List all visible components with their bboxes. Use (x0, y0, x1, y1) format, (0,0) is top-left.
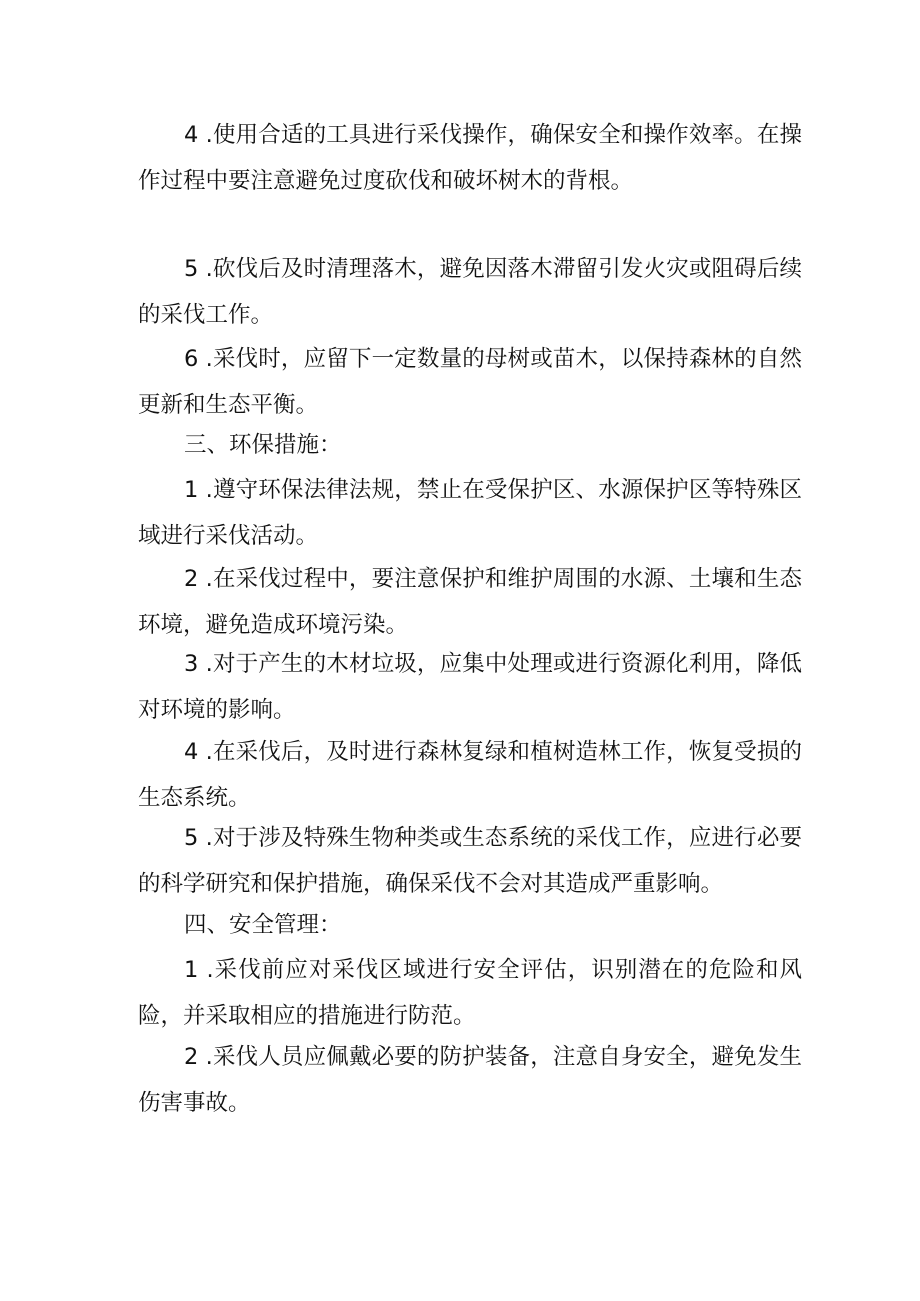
section-heading-environmental: 三、环保措施： (184, 432, 342, 458)
paragraph-env-1: 1 .遵守环保法律法规，禁止在受保护区、水源保护区等特殊区域进行采伐活动。 (138, 477, 802, 549)
paragraph-safety-1: 1 .采伐前应对采伐区域进行安全评估，识别潜在的危险和风险，并采取相应的措施进行防范。 (138, 957, 802, 1029)
paragraph-env-2: 2 .在采伐过程中，要注意保护和维护周围的水源、土壤和生态环境，避免造成环境污染。 (138, 566, 802, 638)
section-heading-safety: 四、安全管理： (184, 912, 342, 938)
paragraph-item-4-tool-usage: 4 .使用合适的工具进行采伐操作，确保安全和操作效率。在操作过程中要注意避免过度砍伐和破坏树木的背根。 (138, 122, 802, 194)
paragraph-safety-2: 2 .采伐人员应佩戴必要的防护装备，注意自身安全，避免发生伤害事故。 (138, 1044, 802, 1116)
paragraph-item-5-clear-fallen-wood: 5 .砍伐后及时清理落木，避免因落木滞留引发火灾或阻碍后续的采伐工作。 (138, 256, 802, 328)
paragraph-env-5: 5 .对于涉及特殊生物种类或生态系统的采伐工作，应进行必要的科学研究和保护措施，确保采伐不会对其造成严重影响。 (138, 825, 802, 897)
paragraph-item-6-keep-mother-trees: 6 .采伐时，应留下一定数量的母树或苗木，以保持森林的自然更新和生态平衡。 (138, 346, 802, 418)
paragraph-env-3: 3 .对于产生的木材垃圾，应集中处理或进行资源化利用，降低对环境的影响。 (138, 651, 802, 723)
paragraph-env-4: 4 .在采伐后，及时进行森林复绿和植树造林工作，恢复受损的生态系统。 (138, 739, 802, 811)
